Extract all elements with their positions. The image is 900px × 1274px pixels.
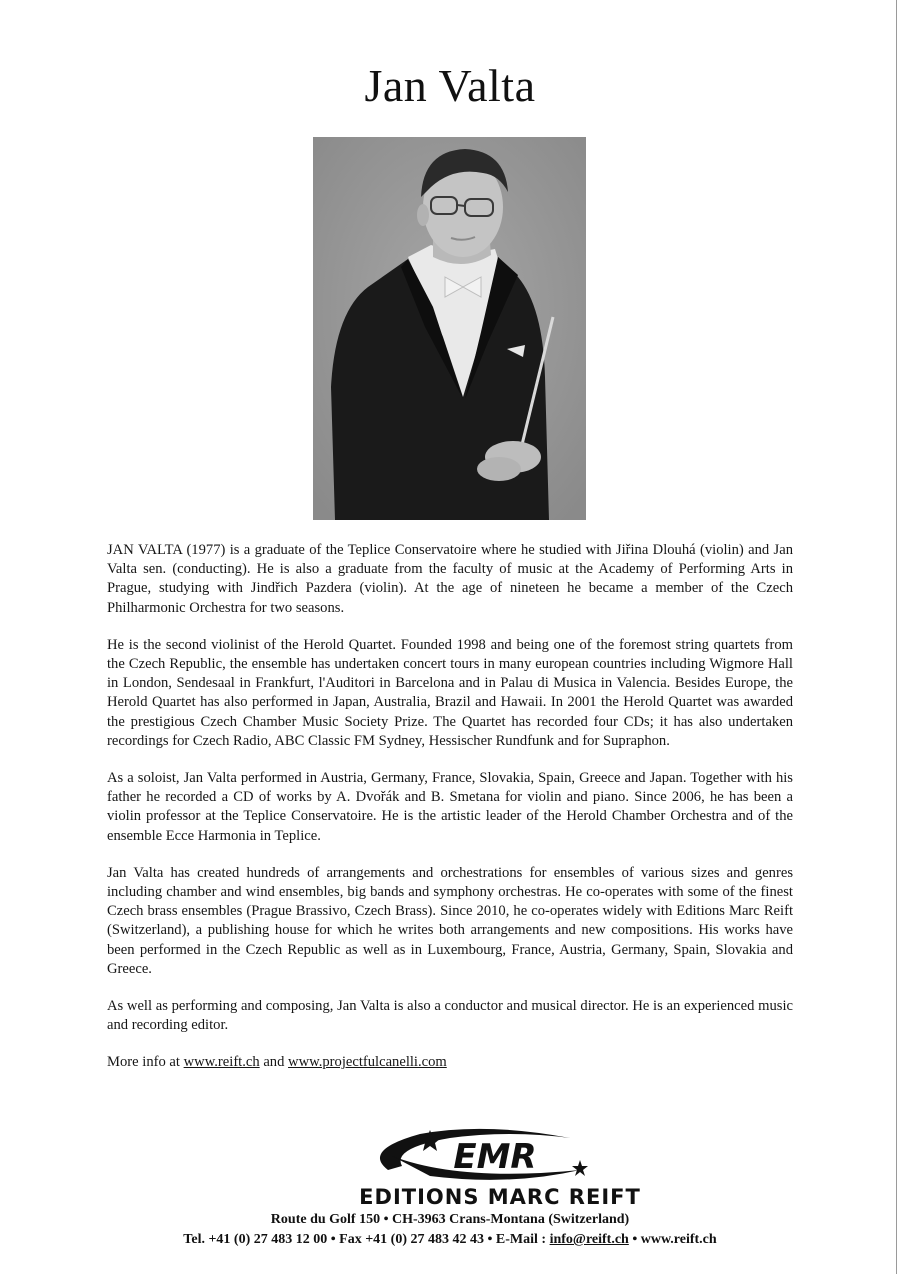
biography-text — [107, 541, 793, 1091]
page-border — [896, 0, 897, 1274]
portrait-photo — [313, 137, 586, 520]
bio-paragraph-4: Jan Valta has created hundreds of arrangements and orchestrations for ensembles of various sizes and genres including chamber and wind ensembles, big bands and symphony orchestras. He co-operates with some of the finest Czech brass ensembles (Prague Brassivo, Czech Brass). Since 2010, he co-operates widely with Editions Marc Reift (Switzerland), a publishing house for which he writes both arrangements and new compositions. His works have been performed in the Czech Republic as well as in Luxembourg, France, Austria, Germany, Spain, Slovakia and Greece. — [107, 864, 793, 977]
bio-paragraph-1: JAN VALTA (1977) is a graduate of the Teplice Conservatoire where he studied with Jiřina Dlouhá (violin) and Jan Valta sen. (conducting). He is also a graduate from the faculty of music at the Academy of Performing Arts in Prague, studying with Jindřich Pazdera (violin). At the age of nineteen he became a member of the Czech Philharmonic Orchestra for two seasons. — [107, 542, 793, 616]
emr-logo — [310, 1120, 710, 1215]
reift-link[interactable]: www.reift.ch — [183, 1054, 260, 1071]
publisher-address: Route du Golf 150 • CH-3963 Crans-Montana (Switzerland) — [270, 1212, 630, 1227]
logo-wordmark: EDITIONS MARC REIFT — [359, 1185, 641, 1209]
bio-paragraph-2: He is the second violinist of the Herold Quartet. Founded 1998 and being one of the foremost string quartets from the Czech Republic, the ensemble has undertaken concert tours in many european countries including Wigmore Hall in London, Sendesaal in Frankfurt, l'Auditori in Barcelona and in Palau di Musica in Valencia. Besides Europe, the Herold Quartet has also performed in Japan, Australia, Brazil and Hawaii. In 2001 the Herold Quartet was awarded the prestigious Czech Chamber Music Society Prize. The Quartet has recorded four CDs; it has also undertaken recordings for Czech Radio, ABC Classic FM Sydney, Hessischer Rundfunk and for Supraphon. — [107, 636, 793, 749]
more-info-joiner: and — [263, 1054, 285, 1071]
publisher-website: www.reift.ch — [640, 1232, 717, 1247]
projectfulcanelli-link[interactable]: www.projectfulcanelli.com — [288, 1054, 447, 1071]
logo-star-icon — [572, 1160, 588, 1176]
publisher-footer — [0, 1210, 900, 1250]
more-info-prefix: More info at — [107, 1054, 180, 1071]
more-info-line — [107, 1053, 793, 1072]
logo-mark: EMR — [453, 1137, 537, 1177]
page-title: Jan Valta — [364, 60, 536, 111]
bio-paragraph-3: As a soloist, Jan Valta performed in Austria, Germany, France, Slovakia, Spain, Greece and Japan. Together with his father he recorded a CD of works by A. Dvořák and B. Smetana for violin and piano. Since 2006, he has been a violin professor at the Teplice Conservatoire. He is the artistic leader of the Herold Chamber Orchestra and of the ensemble Ecce Harmonia in Teplice. — [107, 770, 793, 844]
bio-paragraph-5: As well as performing and composing, Jan Valta is also a conductor and musical director. He is an experienced music and recording editor. — [107, 998, 793, 1034]
contact-phone-fax: Tel. +41 (0) 27 483 12 00 • Fax +41 (0) 27 483 42 43 • E-Mail : — [183, 1232, 547, 1247]
publisher-contact — [0, 1230, 900, 1250]
contact-separator: • — [632, 1232, 638, 1247]
email-link[interactable]: info@reift.ch — [549, 1232, 629, 1247]
